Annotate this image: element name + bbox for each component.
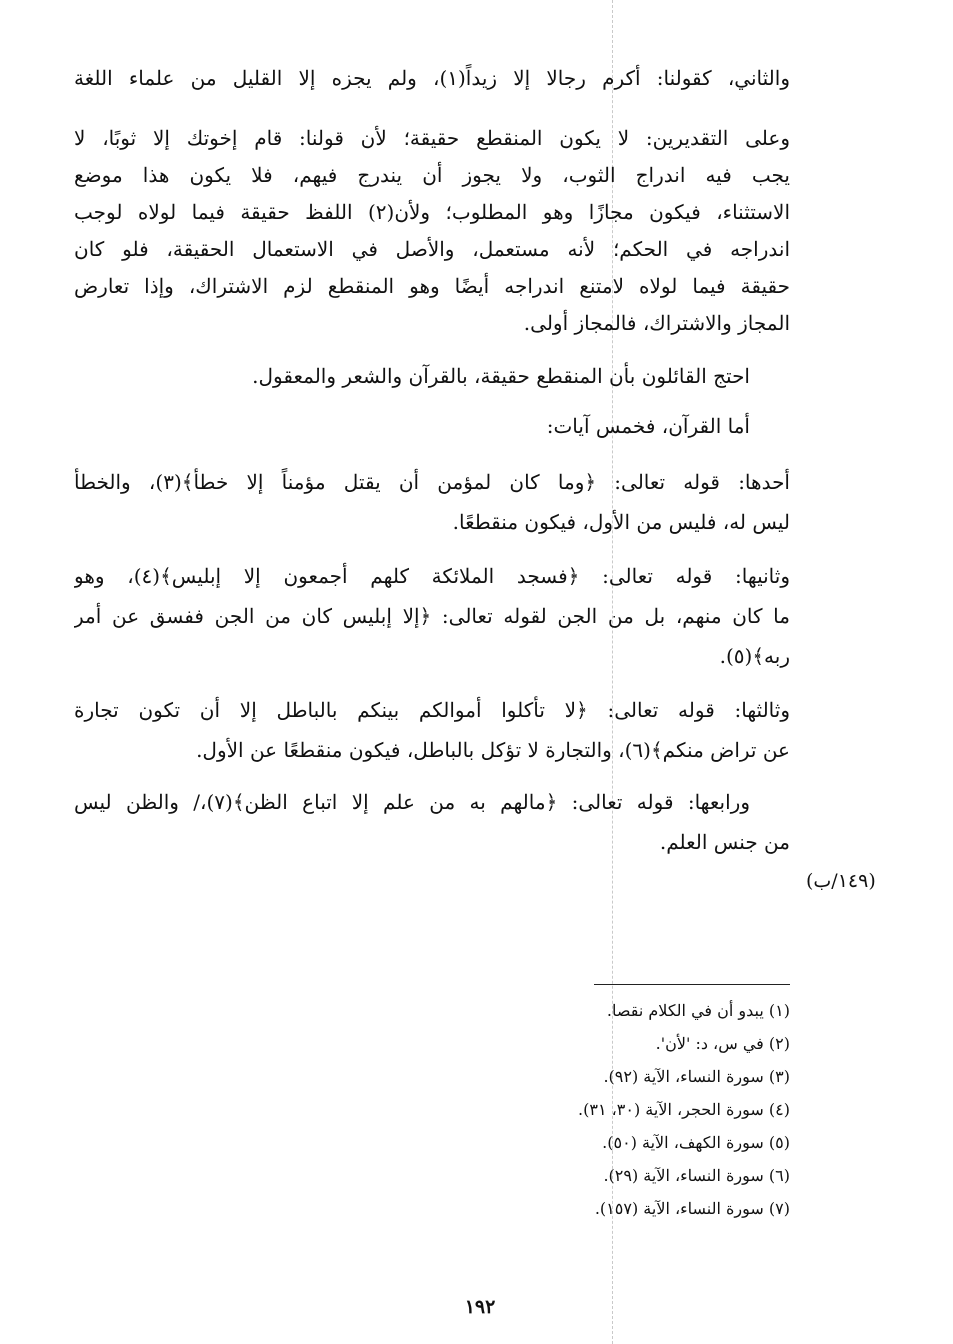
paragraph bbox=[74, 58, 790, 98]
text-line: وثانيها: قوله تعالى: ﴿فسجد الملائكة كلهم أجمعون إلا إبليس﴾(٤)، وهو bbox=[74, 564, 790, 588]
text-line: اندراجه في الحكم؛ لأنه مستعمل، والأصل في الاستعمال الحقيقة، فلو كان bbox=[74, 237, 790, 261]
footnotes bbox=[380, 994, 790, 1225]
footnote: (٣) سورة النساء، الآية (٩٢). bbox=[603, 1067, 790, 1086]
text-line: حقيقة فيما لولاه لامتنع اندراجه أيضًا وهو المنقطع لزم الاشتراك، وإذا تعارض bbox=[74, 274, 790, 298]
text-line: احتج القائلون بأن المنقطع حقيقة، بالقرآن والشعر والمعقول. bbox=[252, 364, 750, 388]
footnote: (٦) سورة النساء، الآية (٢٩). bbox=[603, 1166, 790, 1185]
paragraph bbox=[74, 690, 790, 770]
paragraph bbox=[74, 120, 790, 342]
main-text bbox=[74, 58, 790, 862]
text-line: المجاز والاشتراك، فالمجاز أولى. bbox=[523, 311, 790, 335]
text-line: وعلى التقديرين: لا يكون المنقطع حقيقة؛ لأن قولنا: قام إخوتك إلا ثوبًا، لا bbox=[74, 126, 790, 150]
text-line: الاستثناء، فيكون مجازًا وهو المطلوب؛ ولأن(٢) اللفظ حقيقة فيما لولاه لوجب bbox=[74, 200, 790, 224]
text-line: ربه﴾(٥). bbox=[719, 644, 790, 668]
text-line: عن تراض منكم﴾(٦)، والتجارة لا تؤكل بالباطل، فيكون منقطعًا عن الأول. bbox=[196, 738, 790, 762]
text-line: ليس له، فليس من الأول، فيكون منقطعًا. bbox=[452, 510, 790, 534]
text-line: أما القرآن، فخمس آيات: bbox=[546, 414, 750, 438]
page-number: ١٩٢ bbox=[464, 1296, 496, 1318]
footnote: (١) يبدو أن في الكلام نقصا. bbox=[606, 1001, 790, 1020]
paragraph bbox=[74, 356, 790, 396]
paragraph bbox=[74, 556, 790, 676]
text-line: من جنس العلم. bbox=[659, 830, 790, 854]
paragraph bbox=[74, 782, 790, 862]
footnote: (٤) سورة الحجر، الآية (٣٠، ٣١). bbox=[578, 1100, 790, 1119]
paragraph bbox=[74, 406, 790, 446]
text-line: ورابعها: قوله تعالى: ﴿مالهم به من علم إلا اتباع الظن﴾(٧)،/ والظن ليس bbox=[74, 790, 750, 814]
text-line: والثاني، كقولنا: أكرم رجالا إلا زيداً(١)، ولم يجزه إلا القليل من علماء اللغة bbox=[74, 66, 790, 90]
footnote: (٧) سورة النساء، الآية (١٥٧). bbox=[594, 1199, 790, 1218]
footnote: (٥) سورة الكهف، الآية (٥٠). bbox=[602, 1133, 790, 1152]
manuscript-folio-reference: (١٤٩/ب) bbox=[806, 870, 876, 892]
text-line: ما كان منهم، بل من الجن لقوله تعالى: ﴿إلا إبليس كان من الجن ففسق عن أمر bbox=[74, 604, 790, 628]
footnote-separator bbox=[594, 984, 790, 985]
text-line: وثالثها: قوله تعالى: ﴿لا تأكلوا أموالكم بينكم بالباطل إلا أن تكون تجارة bbox=[74, 698, 790, 722]
paragraph bbox=[74, 462, 790, 542]
footnote: (٢) في س، د: 'لأن'. bbox=[655, 1034, 790, 1053]
text-line: أحدها: قوله تعالى: ﴿وما كان لمؤمن أن يقتل مؤمناً إلا خطأ﴾(٣)، والخطأ bbox=[74, 470, 790, 494]
text-line: يجب فيه اندراج الثوب، ولا يجوز أن يندرج فيهم، فلا يكون هذا موضع bbox=[74, 163, 790, 187]
